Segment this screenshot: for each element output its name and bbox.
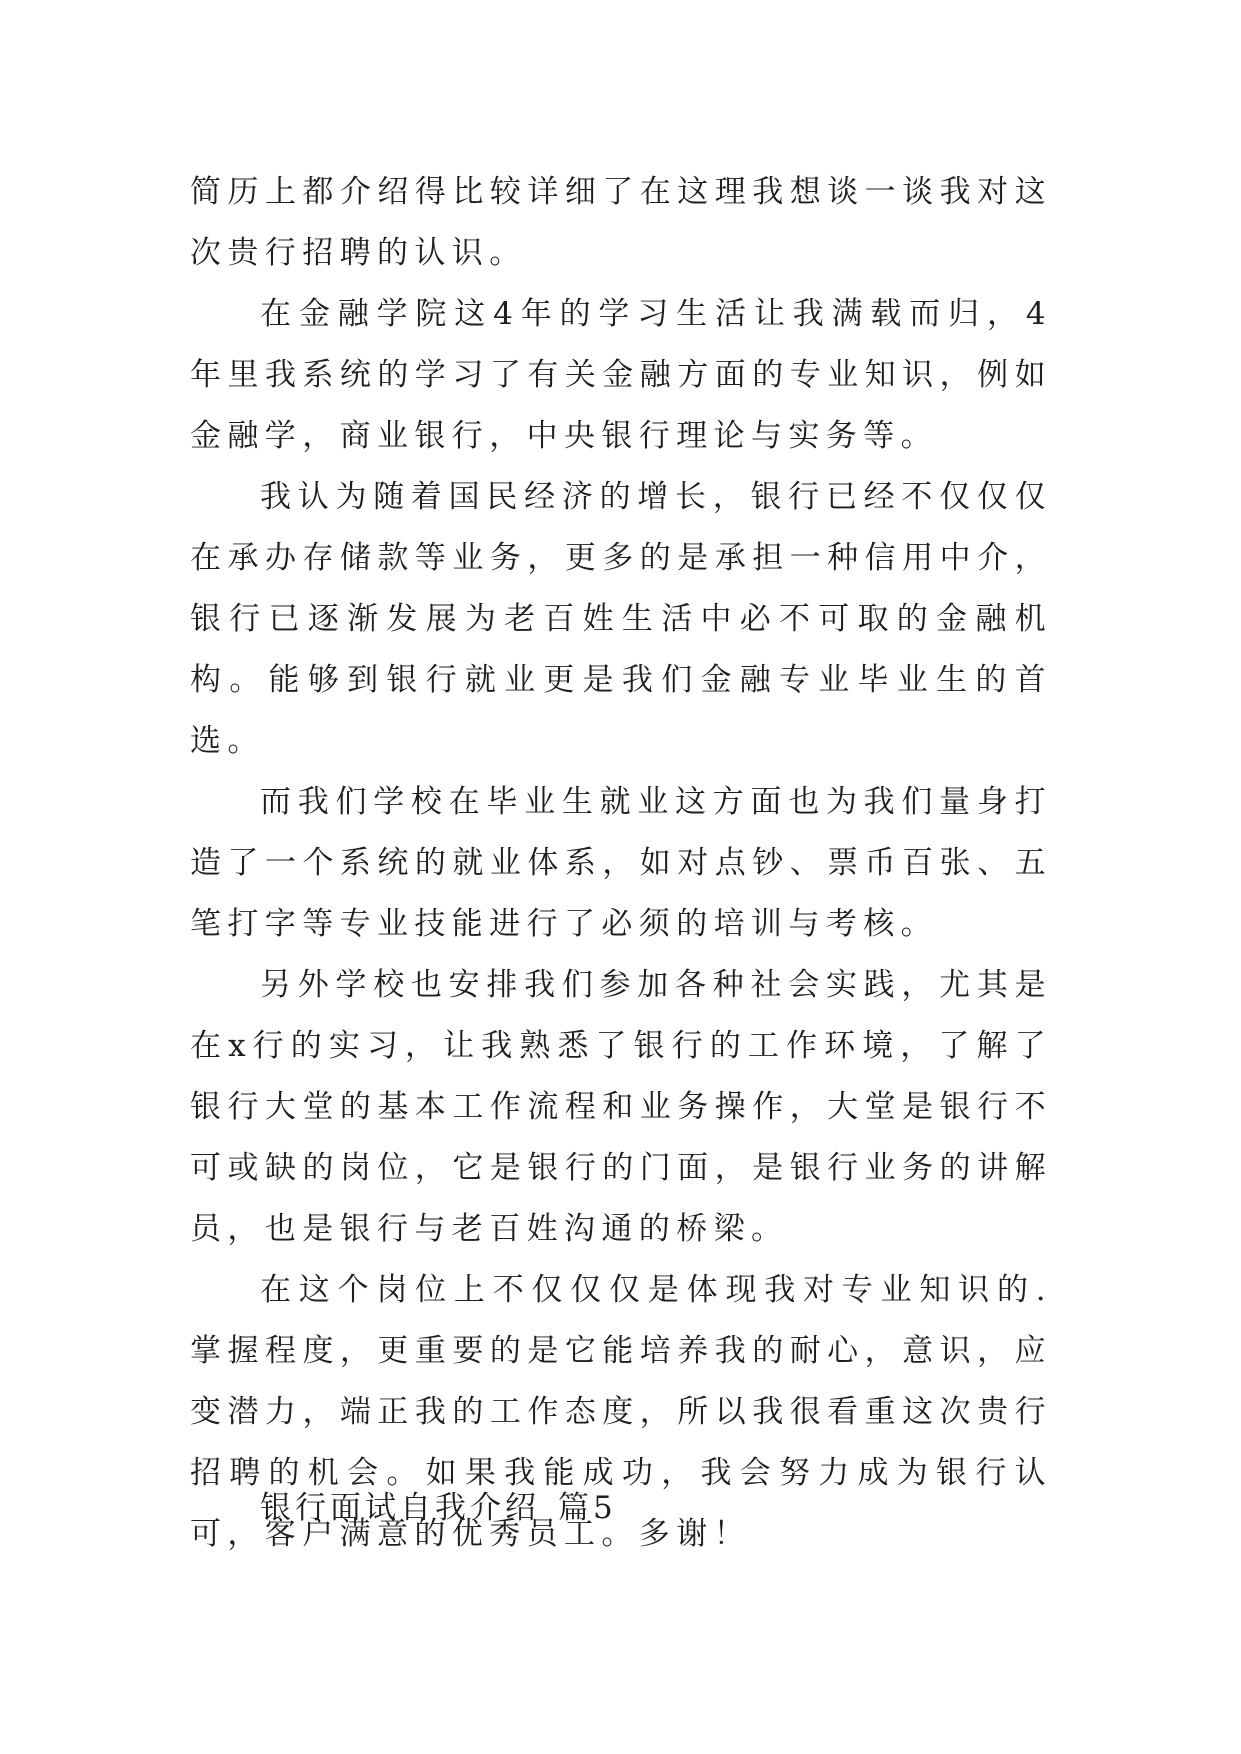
paragraph-bank-role: 我认为随着国民经济的增长，银行已经不仅仅仅在承办存储款等业务，更多的是承担一种信用中介，银行已逐渐发展为老百姓生活中必不可取的金融机构。能够到银行就业更是我们金融专业毕业生的首选。	[190, 479, 1052, 759]
paragraph-conclusion: 在这个岗位上不仅仅仅是体现我对专业知识的.掌握程度，更重要的是它能培养我的耐心，意识，应变潜力，端正我的工作态度，所以我很看重这次贵行招聘的机会。如果我能成功，我会努力成为银行认可，客户满意的优秀员工。多谢！	[190, 1272, 1052, 1552]
body-text	[190, 162, 1052, 1565]
section-heading-title: 银行面试自我介绍	[260, 1490, 540, 1526]
paragraph-internship: 另外学校也安排我们参加各种社会实践，尤其是在x行的实习，让我熟悉了银行的工作环境，了解了银行大堂的基本工作流程和业务操作，大堂是银行不可或缺的岗位，它是银行的门面，是银行业务的讲解员，也是银行与老百姓沟通的桥梁。	[190, 967, 1052, 1247]
section-heading-part: 篇5	[558, 1490, 617, 1526]
paragraph-continuation: 简历上都介绍得比较详细了在这理我想谈一谈我对这次贵行招聘的认识。	[190, 174, 1052, 271]
paragraph-education: 在金融学院这4年的学习生活让我满载而归，4年里我系统的学习了有关金融方面的专业知识，例如金融学，商业银行，中央银行理论与实务等。	[190, 296, 1052, 454]
section-heading	[260, 1478, 617, 1539]
paragraph-school-training: 而我们学校在毕业生就业这方面也为我们量身打造了一个系统的就业体系，如对点钞、票币百张、五笔打字等专业技能进行了必须的培训与考核。	[190, 784, 1052, 942]
